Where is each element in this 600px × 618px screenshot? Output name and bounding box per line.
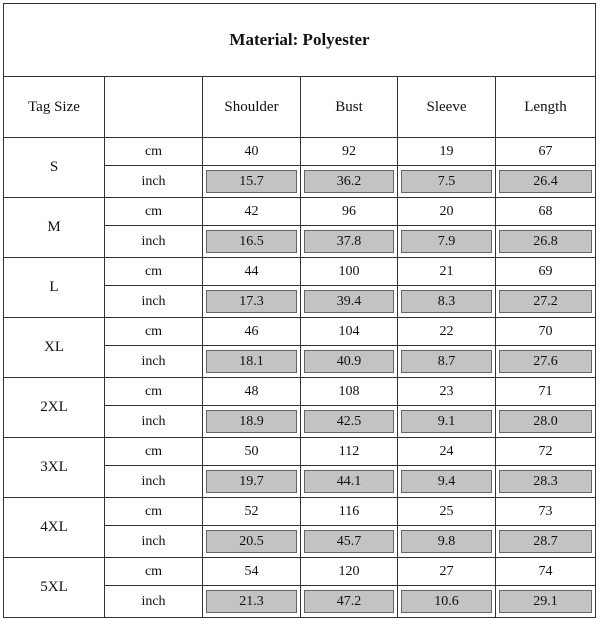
measurement-cell: 70 bbox=[496, 318, 596, 346]
size-table bbox=[3, 3, 596, 618]
measurement-cell bbox=[301, 586, 398, 618]
measurement-cell bbox=[496, 586, 596, 618]
measurement-value: 20.5 bbox=[206, 530, 297, 553]
unit-cell: inch bbox=[105, 286, 203, 318]
measurement-cell: 46 bbox=[203, 318, 301, 346]
tag-size-cell: L bbox=[4, 258, 105, 318]
measurement-cell bbox=[203, 526, 301, 558]
measurement-value: 18.1 bbox=[206, 350, 297, 373]
unit-cell: inch bbox=[105, 346, 203, 378]
tag-size-cell: 3XL bbox=[4, 438, 105, 498]
measurement-cell bbox=[203, 586, 301, 618]
table-row bbox=[4, 558, 596, 586]
measurement-value: 9.4 bbox=[401, 470, 492, 493]
measurement-cell bbox=[496, 526, 596, 558]
measurement-cell: 69 bbox=[496, 258, 596, 286]
measurement-cell bbox=[496, 166, 596, 198]
measurement-cell: 42 bbox=[203, 198, 301, 226]
tag-size-cell: S bbox=[4, 138, 105, 198]
measurement-value: 47.2 bbox=[304, 590, 394, 613]
measurement-cell: 108 bbox=[301, 378, 398, 406]
unit-cell: inch bbox=[105, 466, 203, 498]
measurement-cell: 50 bbox=[203, 438, 301, 466]
unit-cell: cm bbox=[105, 138, 203, 166]
measurement-cell bbox=[301, 226, 398, 258]
measurement-cell: 25 bbox=[398, 498, 496, 526]
measurement-cell: 104 bbox=[301, 318, 398, 346]
measurement-cell: 100 bbox=[301, 258, 398, 286]
table-row bbox=[4, 138, 596, 166]
measurement-cell: 48 bbox=[203, 378, 301, 406]
measurement-cell: 96 bbox=[301, 198, 398, 226]
measurement-value: 26.8 bbox=[499, 230, 592, 253]
measurement-cell bbox=[301, 466, 398, 498]
measurement-cell bbox=[301, 526, 398, 558]
measurement-cell bbox=[496, 466, 596, 498]
measurement-value: 28.7 bbox=[499, 530, 592, 553]
measurement-cell: 24 bbox=[398, 438, 496, 466]
measurement-cell bbox=[203, 286, 301, 318]
tag-size-cell: 5XL bbox=[4, 558, 105, 618]
measurement-cell: 54 bbox=[203, 558, 301, 586]
unit-cell: inch bbox=[105, 226, 203, 258]
measurement-cell: 68 bbox=[496, 198, 596, 226]
measurement-value: 15.7 bbox=[206, 170, 297, 193]
measurement-cell bbox=[203, 466, 301, 498]
measurement-cell bbox=[496, 226, 596, 258]
measurement-value: 17.3 bbox=[206, 290, 297, 313]
unit-cell: cm bbox=[105, 438, 203, 466]
measurement-value: 45.7 bbox=[304, 530, 394, 553]
measurement-cell: 112 bbox=[301, 438, 398, 466]
measurement-cell: 73 bbox=[496, 498, 596, 526]
tag-size-cell: 4XL bbox=[4, 498, 105, 558]
measurement-cell: 120 bbox=[301, 558, 398, 586]
measurement-value: 42.5 bbox=[304, 410, 394, 433]
measurement-cell bbox=[398, 586, 496, 618]
unit-cell: inch bbox=[105, 406, 203, 438]
measurement-cell: 72 bbox=[496, 438, 596, 466]
measurement-cell bbox=[301, 406, 398, 438]
measurement-cell: 52 bbox=[203, 498, 301, 526]
measurement-cell: 20 bbox=[398, 198, 496, 226]
size-chart bbox=[3, 3, 595, 609]
header-bust: Bust bbox=[301, 77, 398, 138]
unit-cell: cm bbox=[105, 378, 203, 406]
unit-cell: cm bbox=[105, 198, 203, 226]
measurement-cell: 44 bbox=[203, 258, 301, 286]
tag-size-cell: 2XL bbox=[4, 378, 105, 438]
unit-cell: inch bbox=[105, 526, 203, 558]
measurement-value: 7.9 bbox=[401, 230, 492, 253]
measurement-value: 29.1 bbox=[499, 590, 592, 613]
header-tag-size: Tag Size bbox=[4, 77, 105, 138]
header-row bbox=[4, 77, 596, 138]
unit-cell: cm bbox=[105, 318, 203, 346]
measurement-value: 7.5 bbox=[401, 170, 492, 193]
measurement-value: 16.5 bbox=[206, 230, 297, 253]
header-shoulder: Shoulder bbox=[203, 77, 301, 138]
measurement-cell bbox=[203, 406, 301, 438]
measurement-value: 27.2 bbox=[499, 290, 592, 313]
measurement-cell: 67 bbox=[496, 138, 596, 166]
measurement-value: 37.8 bbox=[304, 230, 394, 253]
table-row bbox=[4, 438, 596, 466]
unit-cell: cm bbox=[105, 498, 203, 526]
measurement-value: 28.3 bbox=[499, 470, 592, 493]
measurement-cell bbox=[496, 346, 596, 378]
measurement-cell bbox=[496, 406, 596, 438]
measurement-value: 21.3 bbox=[206, 590, 297, 613]
measurement-cell: 40 bbox=[203, 138, 301, 166]
material-title: Material: Polyester bbox=[4, 4, 596, 77]
tag-size-cell: M bbox=[4, 198, 105, 258]
measurement-value: 19.7 bbox=[206, 470, 297, 493]
measurement-cell: 71 bbox=[496, 378, 596, 406]
measurement-cell: 27 bbox=[398, 558, 496, 586]
header-length: Length bbox=[496, 77, 596, 138]
measurement-value: 18.9 bbox=[206, 410, 297, 433]
measurement-cell: 74 bbox=[496, 558, 596, 586]
measurement-value: 8.3 bbox=[401, 290, 492, 313]
header-sleeve: Sleeve bbox=[398, 77, 496, 138]
measurement-cell: 116 bbox=[301, 498, 398, 526]
measurement-cell: 22 bbox=[398, 318, 496, 346]
measurement-value: 9.1 bbox=[401, 410, 492, 433]
measurement-cell bbox=[398, 166, 496, 198]
measurement-cell bbox=[398, 226, 496, 258]
measurement-value: 44.1 bbox=[304, 470, 394, 493]
measurement-value: 26.4 bbox=[499, 170, 592, 193]
measurement-cell bbox=[203, 226, 301, 258]
table-row bbox=[4, 258, 596, 286]
measurement-cell: 92 bbox=[301, 138, 398, 166]
measurement-value: 9.8 bbox=[401, 530, 492, 553]
measurement-value: 8.7 bbox=[401, 350, 492, 373]
unit-cell: inch bbox=[105, 166, 203, 198]
measurement-cell bbox=[398, 346, 496, 378]
measurement-cell bbox=[496, 286, 596, 318]
measurement-value: 27.6 bbox=[499, 350, 592, 373]
measurement-value: 10.6 bbox=[401, 590, 492, 613]
measurement-value: 36.2 bbox=[304, 170, 394, 193]
measurement-value: 39.4 bbox=[304, 290, 394, 313]
measurement-cell bbox=[398, 526, 496, 558]
measurement-cell bbox=[398, 406, 496, 438]
measurement-cell bbox=[203, 166, 301, 198]
table-row bbox=[4, 498, 596, 526]
measurement-cell: 19 bbox=[398, 138, 496, 166]
header-unit bbox=[105, 77, 203, 138]
measurement-cell bbox=[301, 166, 398, 198]
table-row bbox=[4, 378, 596, 406]
measurement-value: 28.0 bbox=[499, 410, 592, 433]
measurement-value: 40.9 bbox=[304, 350, 394, 373]
unit-cell: cm bbox=[105, 258, 203, 286]
measurement-cell: 23 bbox=[398, 378, 496, 406]
measurement-cell bbox=[301, 286, 398, 318]
measurement-cell bbox=[203, 346, 301, 378]
tag-size-cell: XL bbox=[4, 318, 105, 378]
measurement-cell bbox=[398, 466, 496, 498]
table-row bbox=[4, 198, 596, 226]
unit-cell: inch bbox=[105, 586, 203, 618]
unit-cell: cm bbox=[105, 558, 203, 586]
measurement-cell bbox=[398, 286, 496, 318]
measurement-cell bbox=[301, 346, 398, 378]
measurement-cell: 21 bbox=[398, 258, 496, 286]
table-row bbox=[4, 318, 596, 346]
